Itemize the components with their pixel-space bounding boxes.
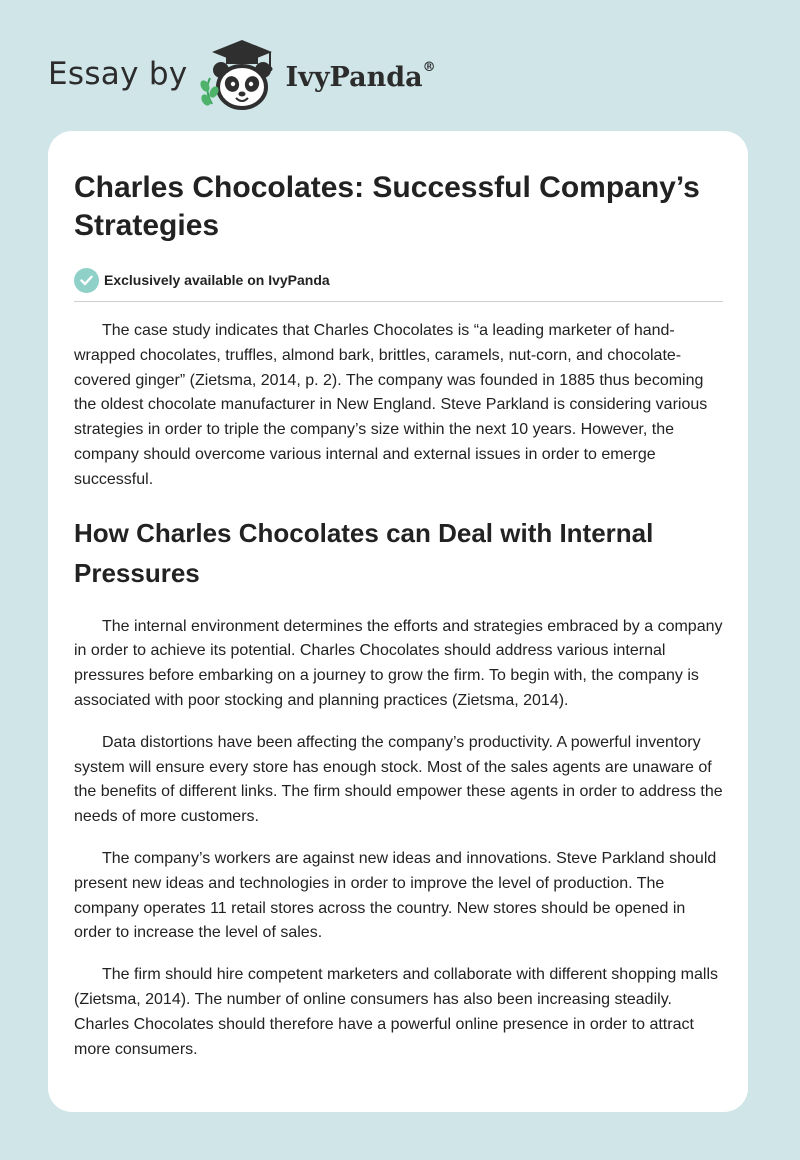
article-title: Charles Chocolates: Successful Company’s Strategies	[74, 171, 700, 242]
body-paragraph: The company’s workers are against new ideas and innovations. Steve Parkland should present new ideas and technologies in order to improve the level of production. The company operates 11 retail stores across the country. New stores should be opened in order to increase the level of sales.	[74, 849, 717, 942]
body-paragraph: Data distortions have been affecting the company’s productivity. A powerful inventory system will ensure every store has enough stock. Most of the sales agents are unaware of the benefits of different links. The firm should empower these agents in order to address the needs of more customers.	[74, 733, 723, 826]
article-content	[74, 169, 723, 1062]
article-card	[48, 131, 748, 1112]
brand-name: IvyPanda®	[285, 59, 436, 93]
brand-prefix: Essay by	[48, 56, 188, 92]
section-heading: How Charles Chocolates can Deal with Internal Pressures	[74, 517, 654, 588]
panda-logo-icon	[190, 34, 282, 114]
exclusive-badge	[74, 267, 723, 293]
intro-paragraph: The case study indicates that Charles Chocolates is “a leading marketer of hand-wrapped chocolates, truffles, almond bark, brittles, caramels, nut-corn, and chocolate-covered ginger” (Zietsma, 2014, p. 2). The company was founded in 1885 thus becoming the oldest chocolate manufacturer in New England. Steve Parkland is considering various strategies in order to triple the company’s size within the next 10 years. However, the company should overcome various internal and external issues in order to emerge successful.	[74, 322, 708, 488]
site-logo[interactable]	[48, 34, 436, 114]
check-icon	[74, 268, 99, 293]
title-divider	[74, 301, 723, 302]
body-paragraph: The firm should hire competent marketers and collaborate with different shopping malls (Zietsma, 2014). The number of online consumers has also been increasing steadily. Charles Chocolates should therefore have a powerful online presence in order to attract more consumers.	[74, 966, 719, 1058]
body-paragraph: The internal environment determines the efforts and strategies embraced by a company in order to achieve its potential. Charles Chocolates should address various internal pressures before embarking on a journey to grow the firm. To begin with, the company is associated with poor stocking and planning practices (Zietsma, 2014).	[74, 617, 723, 709]
exclusive-badge-label: Exclusively available on IvyPanda	[104, 272, 330, 288]
registered-mark: ®	[422, 59, 436, 75]
